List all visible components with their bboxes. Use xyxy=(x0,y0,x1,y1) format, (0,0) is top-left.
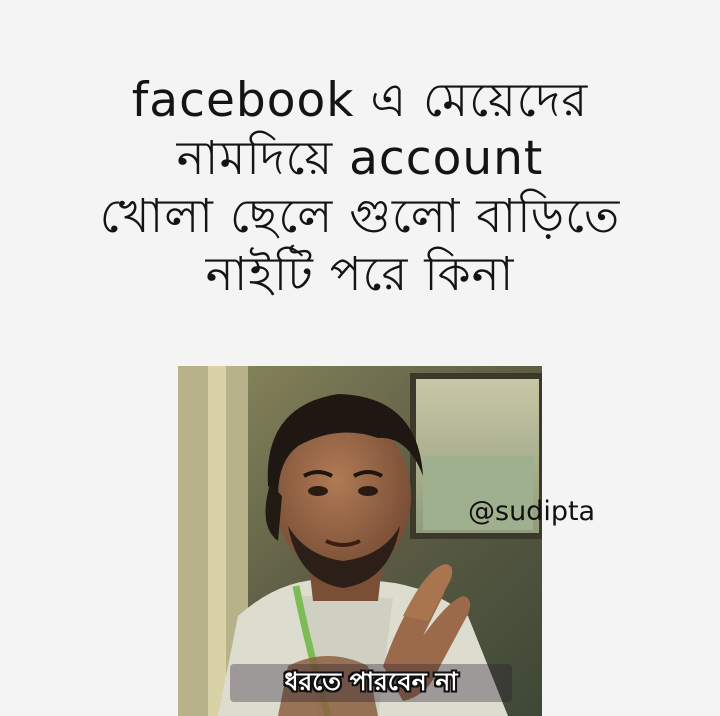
caption-line-1: facebook এ মেয়েদের xyxy=(131,73,589,128)
caption-line-2: নামদিয়ে account xyxy=(176,131,544,186)
watermark-text: @sudipta xyxy=(468,496,596,527)
meme-subtitle: ধরতে পারবেন না xyxy=(230,664,512,702)
caption-line-4: নাইটি পরে কিনা xyxy=(205,247,515,302)
caption-line-3: খোলা ছেলে গুলো বাড়িতে xyxy=(99,189,621,244)
meme-caption xyxy=(20,72,700,304)
